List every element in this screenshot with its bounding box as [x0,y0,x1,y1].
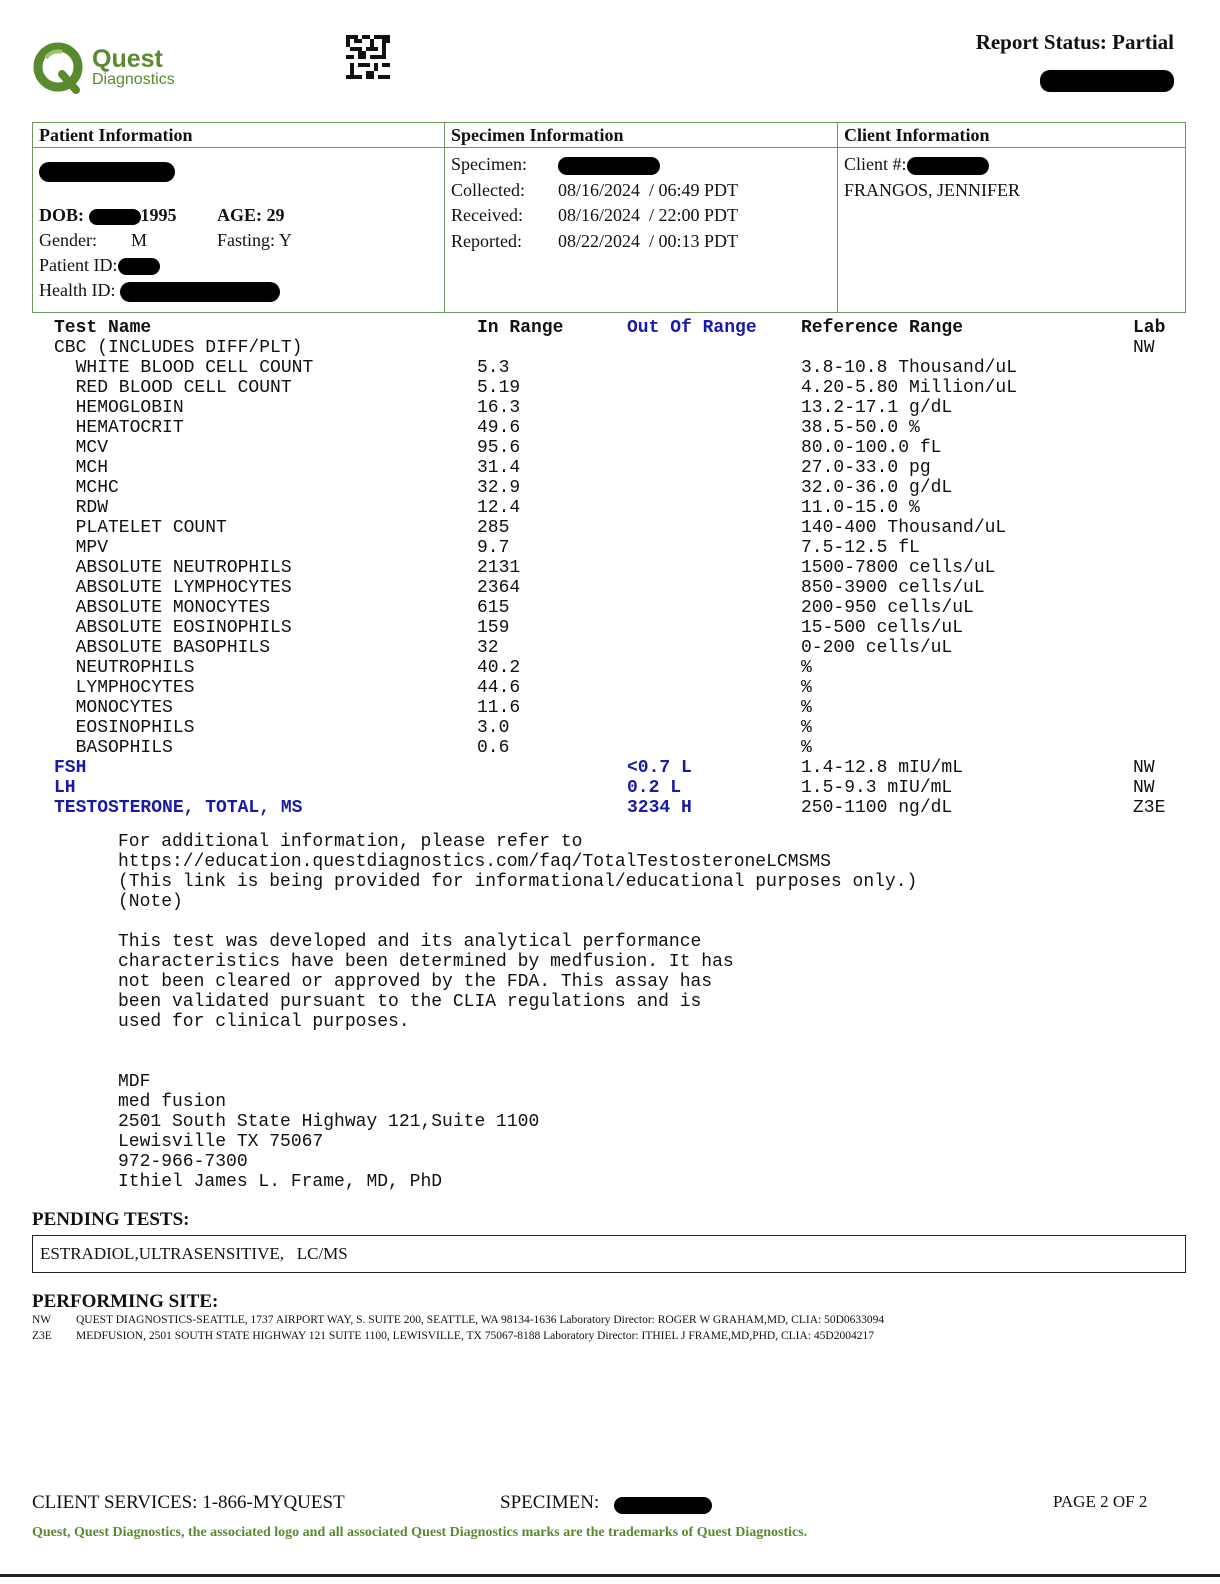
note-line: not been cleared or approved by the FDA. This assay has [118,972,713,992]
result-row [54,798,1194,818]
test-name: MCV [54,438,109,458]
reported-value: 08/22/2024 / 00:13 PDT [558,230,739,251]
note-line: This test was developed and its analytical performance [118,932,702,952]
note-line [118,912,917,932]
header-test-name: Test Name [54,318,152,338]
collected-value: 08/16/2024 / 06:49 PDT [558,179,739,200]
test-name: RED BLOOD CELL COUNT [54,378,292,398]
results-header-row [54,318,1194,338]
note-line: For additional information, please refer to [118,832,583,852]
note-line: 2501 South State Highway 121,Suite 1100 [118,1112,540,1132]
note-line: been validated pursuant to the CLIA regulations and is [118,992,702,1012]
out-of-range-value: 3234 H [627,798,692,818]
note-line: MDF [118,1072,151,1092]
performing-site-title: PERFORMING SITE: [32,1291,219,1312]
specimen-information-heading: Specimen Information [445,123,837,148]
test-name: LYMPHOCYTES [54,678,195,698]
trademark-notice: Quest, Quest Diagnostics, the associated logo and all associated Quest Diagnostics marks are the trademarks of Quest Diagnostics. [32,1525,808,1540]
result-row [54,358,1194,378]
site-text: MEDFUSION, 2501 SOUTH STATE HIGHWAY 121 SUITE 1100, LEWISVILLE, TX 75067-8188 Laboratory Director: ITHIEL J FRAME,MD,PHD, CLIA: 45D2004217 [76,1330,874,1342]
in-range-value: 95.6 [477,438,521,458]
reference-range: 27.0-33.0 pg [801,458,931,478]
reference-range: 200-950 cells/uL [801,598,974,618]
reported-label: Reported: [451,230,522,251]
result-row [54,618,1194,638]
reference-range: 15-500 cells/uL [801,618,964,638]
client-services: CLIENT SERVICES: 1-866-MYQUEST [32,1492,345,1513]
collected-label: Collected: [451,179,525,200]
test-name: MCHC [54,478,119,498]
result-row [54,678,1194,698]
note-line: Lewisville TX 75067 [118,1132,324,1152]
header-out-of-range: Out Of Range [627,318,757,338]
reference-range: 850-3900 cells/uL [801,578,985,598]
client-information-heading: Client Information [838,123,1185,148]
header-reference-range: Reference Range [801,318,964,338]
result-row [54,478,1194,498]
in-range-value: 0.6 [477,738,510,758]
note-line: https://education.questdiagnostics.com/faq/TotalTestosteroneLCMSMS [118,852,831,872]
test-name: HEMATOCRIT [54,418,184,438]
out-of-range-value: <0.7 L [627,758,692,778]
reference-range: 1.4-12.8 mIU/mL [801,758,964,778]
received-value: 08/16/2024 / 22:00 PDT [558,205,739,225]
reference-range: 250-1100 ng/dL [801,798,953,818]
note-line: Ithiel James L. Frame, MD, PhD [118,1172,443,1192]
in-range-value: 3.0 [477,718,510,738]
redacted-client-number [907,157,989,175]
specimen-information [444,123,837,312]
client-name: FRANGOS, JENNIFER [844,179,1021,200]
logo-subtext: Diagnostics [92,71,175,88]
result-row [54,398,1194,418]
pending-test-item: ESTRADIOL,ULTRASENSITIVE, LC/MS [40,1244,348,1263]
reference-range: % [801,698,812,718]
result-rows [54,338,1194,818]
footer-specimen-label: SPECIMEN: [500,1492,600,1513]
site-code: NW [32,1314,52,1326]
test-name: PLATELET COUNT [54,518,227,538]
note-line [118,1052,917,1072]
note-line: (Note) [118,892,183,912]
result-row [54,338,1194,358]
in-range-value: 2364 [477,578,521,598]
note-line: (This link is being provided for informational/educational purposes only.) [118,872,918,892]
result-row [54,518,1194,538]
reference-range: 7.5-12.5 fL [801,538,920,558]
performing-site-row [32,1314,884,1326]
result-row [54,738,1194,758]
test-name: MPV [54,538,109,558]
reference-range: 32.0-36.0 g/dL [801,478,953,498]
in-range-value: 12.4 [477,498,521,518]
test-name: ABSOLUTE LYMPHOCYTES [54,578,292,598]
test-name: MONOCYTES [54,698,173,718]
patient-id-label: Patient ID: [39,255,118,275]
result-note [118,832,917,1192]
performing-site-row [32,1330,874,1342]
test-name: FSH [54,758,87,778]
in-range-value: 40.2 [477,658,521,678]
redacted-specimen-id [558,157,660,175]
page-number: PAGE 2 OF 2 [1053,1492,1148,1511]
in-range-value: 44.6 [477,678,521,698]
reference-range: 0-200 cells/uL [801,638,953,658]
reference-range: % [801,658,812,678]
test-name: NEUTROPHILS [54,658,195,678]
redacted-patient-id [118,258,160,275]
test-name: ABSOLUTE EOSINOPHILS [54,618,292,638]
reference-range: % [801,738,812,758]
redacted-dob [89,209,141,225]
info-table [32,122,1186,313]
patient-information-heading: Patient Information [33,123,444,148]
header-lab: Lab [1133,318,1166,338]
test-name: RDW [54,498,109,518]
dob-label: DOB: [39,205,84,225]
test-name: WHITE BLOOD CELL COUNT [54,358,314,378]
in-range-value: 159 [477,618,510,638]
note-line: characteristics have been determined by medfusion. It has [118,952,734,972]
test-name: LH [54,778,76,798]
reference-range: 80.0-100.0 fL [801,438,942,458]
note-line: med fusion [118,1092,227,1112]
test-name: CBC (INCLUDES DIFF/PLT) [54,338,303,358]
dob-year: 1995 [140,205,177,225]
quest-logo-icon [32,40,88,95]
reference-range: 1500-7800 cells/uL [801,558,996,578]
quest-logo [32,40,202,95]
in-range-value: 285 [477,518,510,538]
reference-range: 11.0-15.0 % [801,498,920,518]
test-name: EOSINOPHILS [54,718,195,738]
client-information [837,123,1185,312]
header-in-range: In Range [477,318,564,338]
result-row [54,558,1194,578]
in-range-value: 49.6 [477,418,521,438]
in-range-value: 11.6 [477,698,521,718]
test-name: BASOPHILS [54,738,173,758]
in-range-value: 16.3 [477,398,521,418]
pending-tests-title: PENDING TESTS: [32,1209,190,1230]
result-row [54,658,1194,678]
results-table [54,318,1194,818]
in-range-value: 5.3 [477,358,510,378]
note-line: 972-966-7300 [118,1152,248,1172]
in-range-value: 615 [477,598,510,618]
result-row [54,718,1194,738]
result-row [54,498,1194,518]
client-number-label: Client #: [844,154,907,174]
lab-code: NW [1133,778,1155,798]
test-name: ABSOLUTE BASOPHILS [54,638,271,658]
in-range-value: 5.19 [477,378,521,398]
reference-range: 4.20-5.80 Million/uL [801,378,1018,398]
logo-wordmark: Quest [92,45,163,73]
received-label: Received: [451,205,523,225]
in-range-value: 32 [477,638,499,658]
result-row [54,778,1194,798]
result-row [54,438,1194,458]
reference-range: 13.2-17.1 g/dL [801,398,953,418]
redacted-footer-specimen [614,1497,712,1514]
result-row [54,578,1194,598]
result-row [54,538,1194,558]
reference-range: 3.8-10.8 Thousand/uL [801,358,1018,378]
patient-information [33,123,444,312]
redacted-health-id [120,282,280,302]
report-status: Report Status: Partial [975,30,1174,54]
result-row [54,698,1194,718]
in-range-value: 9.7 [477,538,510,558]
reference-range: 140-400 Thousand/uL [801,518,1007,538]
result-row [54,378,1194,398]
test-name: HEMOGLOBIN [54,398,184,418]
reference-range: 1.5-9.3 mIU/mL [801,778,953,798]
pending-tests-box [32,1235,1186,1273]
test-name: ABSOLUTE NEUTROPHILS [54,558,292,578]
note-line: used for clinical purposes. [118,1012,410,1032]
lab-code: Z3E [1133,798,1166,818]
lab-code: NW [1133,758,1155,778]
site-text: QUEST DIAGNOSTICS-SEATTLE, 1737 AIRPORT WAY, S. SUITE 200, SEATTLE, WA 98134-1636 Laboratory Director: ROGER W GRAHAM,MD, CLIA: 50D0633094 [76,1314,885,1326]
reference-range: % [801,678,812,698]
test-name: MCH [54,458,109,478]
redacted-patient-name [39,162,175,182]
in-range-value: 2131 [477,558,521,578]
result-row [54,598,1194,618]
result-row [54,638,1194,658]
fasting: Fasting: Y [217,230,292,250]
health-id-label: Health ID: [39,280,116,300]
in-range-value: 31.4 [477,458,521,478]
site-code: Z3E [32,1330,52,1342]
gender-label: Gender: [39,230,97,250]
out-of-range-value: 0.2 L [627,778,682,798]
lab-code: NW [1133,338,1155,358]
in-range-value: 32.9 [477,478,521,498]
reference-range: % [801,718,812,738]
bottom-rule [0,1574,1220,1577]
result-row [54,458,1194,478]
result-row [54,758,1194,778]
test-name: ABSOLUTE MONOCYTES [54,598,271,618]
qr-code [346,35,390,79]
specimen-label: Specimen: [451,154,527,174]
result-row [54,418,1194,438]
note-line [118,1032,917,1052]
reference-range: 38.5-50.0 % [801,418,920,438]
test-name: TESTOSTERONE, TOTAL, MS [54,798,303,818]
age: AGE: 29 [217,205,285,225]
gender-value: M [131,230,148,250]
redacted-block [1040,70,1174,92]
